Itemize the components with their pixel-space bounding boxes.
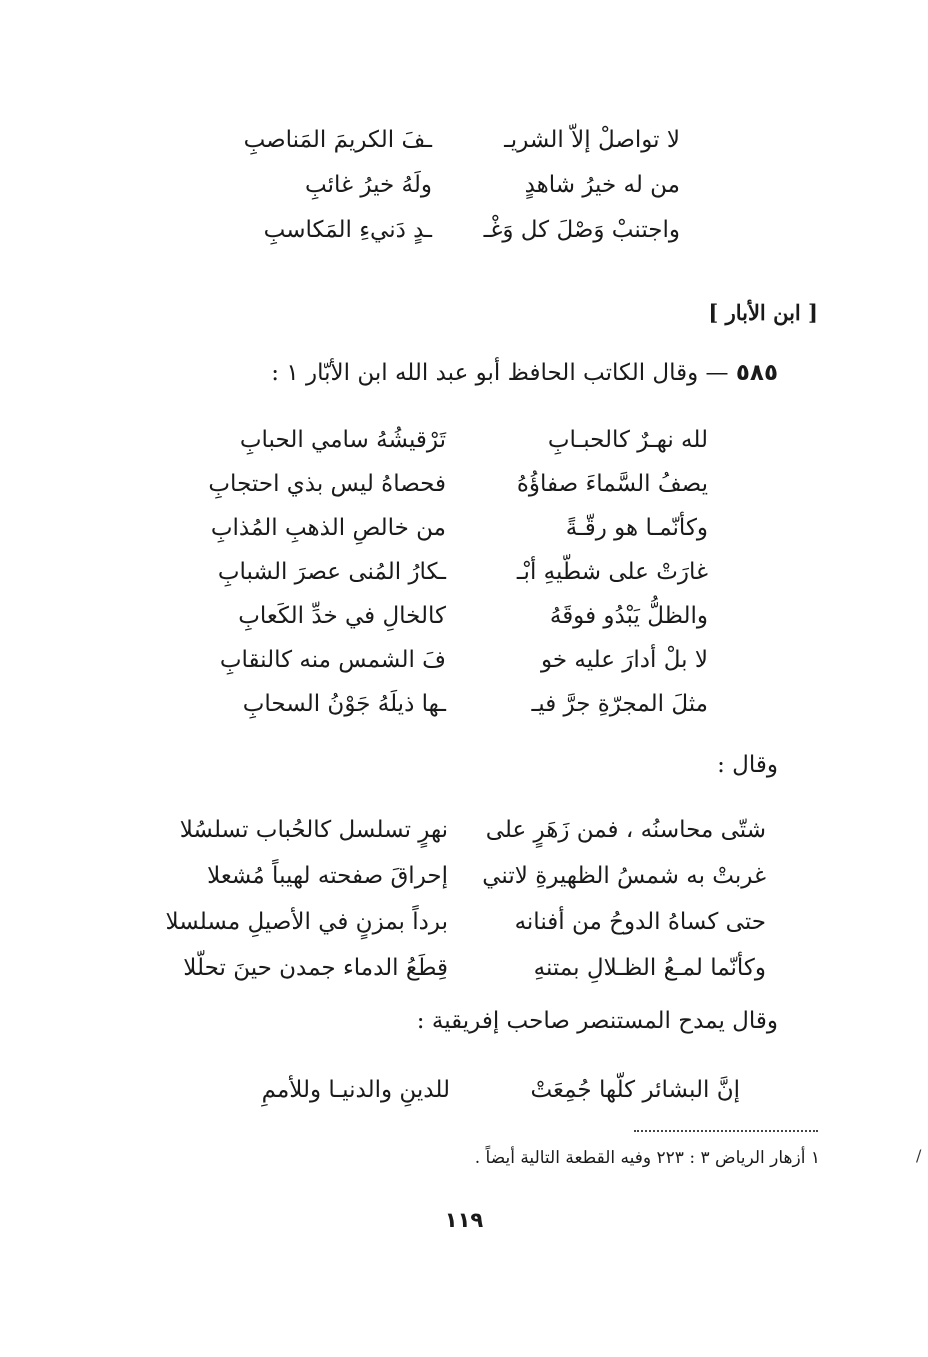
verse-first-hemistich: إنَّ البشائر كلّها جُمِعَتْ <box>530 1077 740 1103</box>
verse-second-hemistich: ـدٍ دَنيءِ المَكاسبِ <box>263 217 432 243</box>
verse <box>210 508 708 548</box>
page-number: ١١٩ <box>444 1208 484 1232</box>
verse-first-hemistich: وكأنّمـا هو رقّـةً <box>565 515 708 541</box>
verse-second-hemistich: برداً بمزنٍ في الأصيلِ مسلسلا <box>165 909 448 935</box>
verse-first-hemistich: لا تواصلْ إلاّ الشريـ <box>504 127 680 153</box>
verse-second-hemistich: من خالصِ الذهبِ المُذابِ <box>210 515 446 541</box>
verse <box>165 902 766 942</box>
verse <box>243 120 680 160</box>
verse-second-hemistich: ـها ذيلَهُ جَوْنُ السحابِ <box>242 691 446 717</box>
verse-first-hemistich: مثلَ المجرّةِ جرَّ فيـ <box>531 691 708 717</box>
verse <box>200 1070 740 1110</box>
verse <box>230 596 708 636</box>
verse <box>250 165 680 205</box>
verse-first-hemistich: حتى كساهُ الدوحُ من أفنانه <box>514 909 766 935</box>
verse-second-hemistich: تَرْقيشُهُ سامي الحبابِ <box>239 427 446 453</box>
verse-second-hemistich: ـفَ الكريمَ المَناصبِ <box>243 127 432 153</box>
entry-intro <box>271 360 778 386</box>
verse-second-hemistich: كالخالِ في خدِّ الكَعابِ <box>238 603 446 629</box>
verse <box>230 684 708 724</box>
verse <box>230 420 708 460</box>
intro-praise: وقال يمدح المستنصر صاحب إفريقية : <box>416 1008 778 1034</box>
verse <box>172 948 766 988</box>
section-heading: [ ابن الأبار ] <box>708 300 818 325</box>
verse-first-hemistich: غربتْ به شمسُ الظهيرةِ لاتني <box>482 863 766 889</box>
verse-first-hemistich: لا بلْ أدارَ عليه خو <box>540 647 708 673</box>
verse-second-hemistich: فَ الشمس منه كالنقابِ <box>219 647 446 673</box>
entry-number: ٥٨٥ <box>735 360 778 386</box>
verse-second-hemistich: قِطَعُ الدماء جمدن حينَ تحلّلا <box>183 955 448 981</box>
margin-mark: / <box>916 1146 922 1165</box>
footnote: ١ أزهار الرياض ٣ : ٢٢٣ وفيه القطعة التالية أيضاً . <box>474 1148 820 1168</box>
verse-first-hemistich: لله نهـرٌ كالحبـابِ <box>547 427 708 453</box>
verse-first-hemistich: غارَتْ على شطّيهِ أبْـ <box>516 559 708 585</box>
verse <box>208 464 708 504</box>
verse-second-hemistich: فحصاهُ ليس بذي احتجابِ <box>208 471 446 497</box>
verse-first-hemistich: يصفُ السَّماءَ صفاؤُهُ <box>516 471 708 497</box>
verse <box>172 856 766 896</box>
verse-second-hemistich: ولَهُ خيرُ غائبِ <box>305 172 432 198</box>
verse <box>219 640 708 680</box>
entry-text: — وقال الكاتب الحافظ أبو عبد الله ابن الأبّار ١ : <box>271 360 729 386</box>
verse-first-hemistich: واجتنبْ وَصْلَ كل وَغْـ <box>483 217 680 243</box>
verse-second-hemistich: ـكارُ المُنى عصرَ الشبابِ <box>217 559 446 585</box>
verse-second-hemistich: للدينِ والدنيـا وللأممِ <box>261 1077 450 1103</box>
verse-first-hemistich: من له خيرُ شاهدٍ <box>524 172 680 198</box>
verse-first-hemistich: وكأنّما لمـعُ الظـلالِ بمتنهِ <box>533 955 766 981</box>
footnote-separator <box>634 1130 818 1132</box>
verse-first-hemistich: شتّى محاسنُه ، فمن زَهَرٍ على <box>485 817 766 843</box>
intro-wa-qala: وقال : <box>717 752 778 778</box>
verse <box>217 552 708 592</box>
verse-second-hemistich: نهرٍ تسلسل كالحُباب تسلسُلا <box>179 817 448 843</box>
verse <box>250 210 680 250</box>
verse <box>172 810 766 850</box>
verse-first-hemistich: والظلُّ يَبْدُو فوقَهُ <box>549 603 708 629</box>
verse-second-hemistich: إحراقَ صفحته لهيباً مُشعلا <box>207 863 448 889</box>
